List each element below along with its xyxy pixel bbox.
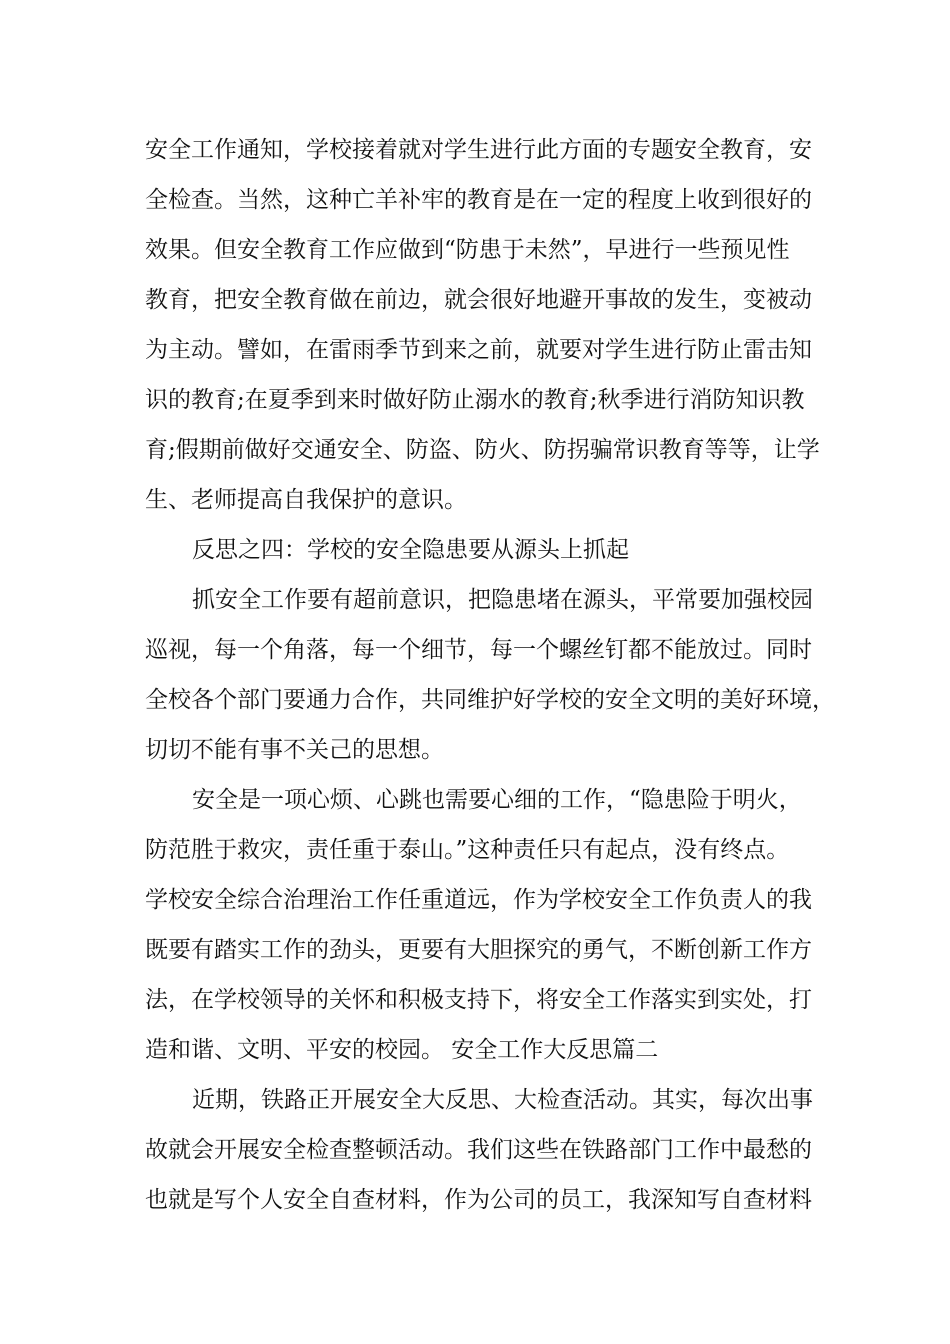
text-line: 为主动。譬如，在雷雨季节到来之前，就要对学生进行防止雷击知 xyxy=(145,337,812,363)
text-line: 巡视，每一个角落，每一个细节，每一个螺丝钉都不能放过。同时 xyxy=(145,637,812,663)
text-line: 既要有踏实工作的劲头，更要有大胆探究的勇气，不断创新工作方 xyxy=(145,937,812,963)
text-line: 全检查。当然，这种亡羊补牢的教育是在一定的程度上收到很好的 xyxy=(145,187,812,213)
text-line: 也就是写个人安全自查材料，作为公司的员工，我深知写自查材料 xyxy=(145,1187,812,1213)
text-line: 育;假期前做好交通安全、防盗、防火、防拐骗常识教育等等，让学 xyxy=(145,437,820,463)
text-line: 防范胜于救灾，责任重于泰山。”这种责任只有起点，没有终点。 xyxy=(145,837,790,863)
section-heading: 反思之四：学校的安全隐患要从源头上抓起 xyxy=(192,537,629,563)
text-line: 安全工作通知，学校接着就对学生进行此方面的专题安全教育，安 xyxy=(145,137,812,163)
text-line: 安全是一项心烦、心跳也需要心细的工作，“隐患险于明火， xyxy=(192,787,802,813)
text-line: 故就会开展安全检查整顿活动。我们这些在铁路部门工作中最愁的 xyxy=(145,1137,812,1163)
text-line: 切切不能有事不关己的思想。 xyxy=(145,737,444,763)
text-line: 识的教育;在夏季到来时做好防止溺水的教育;秋季进行消防知识教 xyxy=(145,387,805,413)
text-line: 全校各个部门要通力合作，共同维护好学校的安全文明的美好环境， xyxy=(145,687,835,713)
text-line: 生、老师提高自我保护的意识。 xyxy=(145,487,467,513)
text-line: 教育，把安全教育做在前边，就会很好地避开事故的发生，变被动 xyxy=(145,287,812,313)
text-line: 效果。但安全教育工作应做到“防患于未然”，早进行一些预见性 xyxy=(145,237,790,263)
text-line: 法，在学校领导的关怀和积极支持下，将安全工作落实到实处，打 xyxy=(145,987,812,1013)
text-line: 学校安全综合治理治工作任重道远，作为学校安全工作负责人的我 xyxy=(145,887,812,913)
text-line: 近期，铁路正开展安全大反思、大检查活动。其实，每次出事 xyxy=(192,1087,813,1113)
text-line: 抓安全工作要有超前意识，把隐患堵在源头，平常要加强校园 xyxy=(192,587,813,613)
text-line: 造和谐、文明、平安的校园。 安全工作大反思篇二 xyxy=(145,1037,659,1063)
